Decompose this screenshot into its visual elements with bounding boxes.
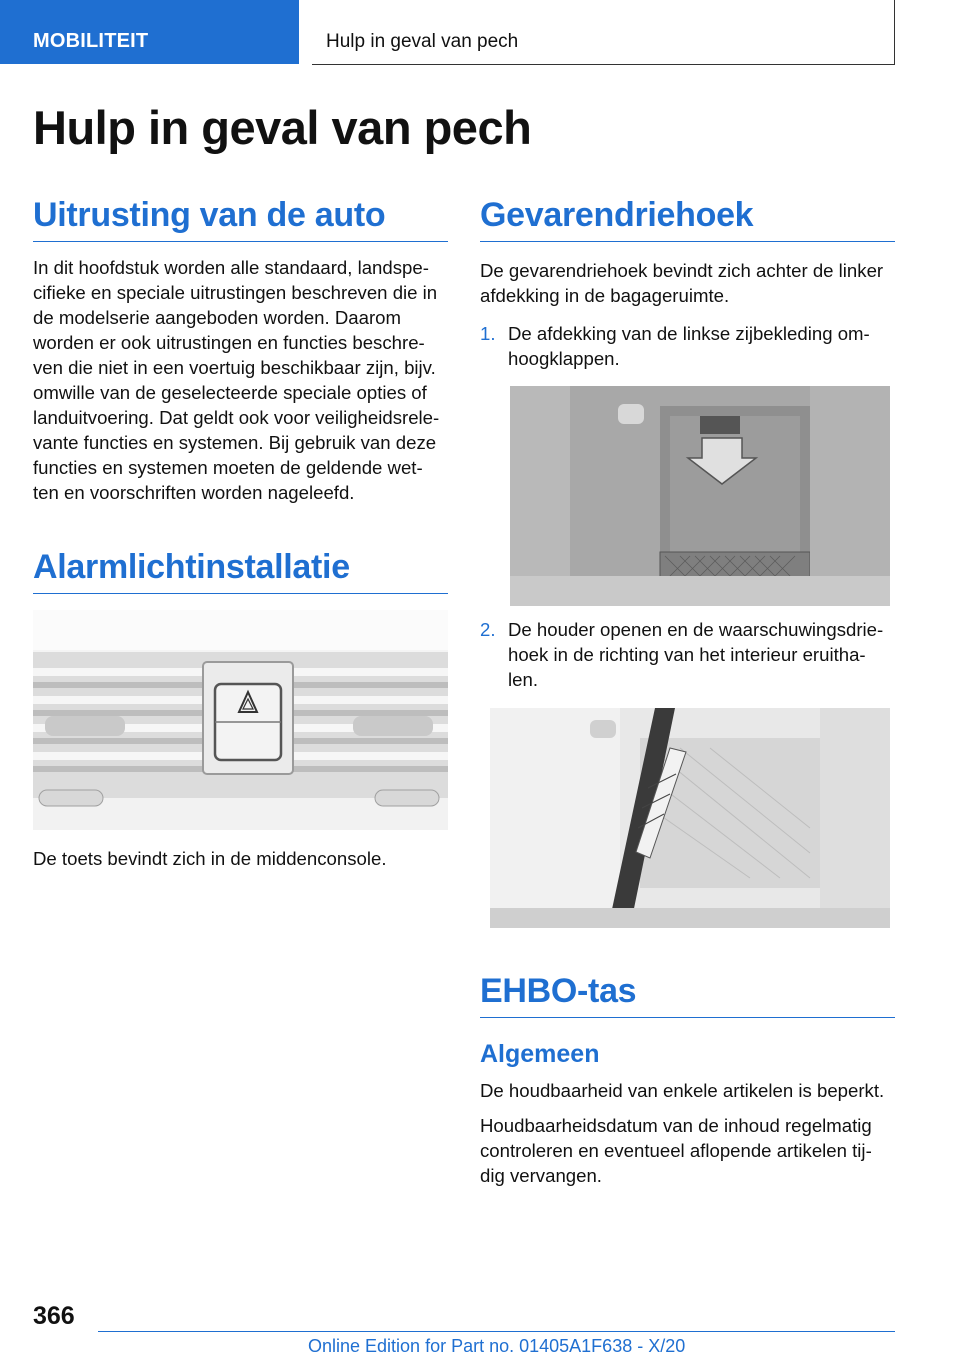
figure-trunk-cover xyxy=(510,386,890,606)
heading-gevarendriehoek: Gevarendriehoek xyxy=(480,196,895,242)
figure-warning-triangle xyxy=(490,708,890,928)
text-line: worden er ook uitrustingen en functies beschre‐ xyxy=(33,332,425,353)
heading-ehbo: EHBO-tas xyxy=(480,972,895,1018)
paragraph-gevarendriehoek xyxy=(480,258,895,308)
text-line: De gevarendriehoek bevindt zich achter de linker xyxy=(480,260,884,281)
subheading-algemeen: Algemeen xyxy=(480,1040,600,1068)
text-line: afdekking in de bagageruimte. xyxy=(480,285,730,306)
text-line: vante functies en systemen. Bij gebruik van deze xyxy=(33,432,437,453)
trunk-cover-illustration xyxy=(510,386,890,606)
header-section-label: MOBILITEIT xyxy=(33,30,149,52)
text-line: In dit hoofdstuk worden alle standaard, landspe‐ xyxy=(33,257,429,278)
text-line: De afdekking van de linkse zijbekleding om‐ xyxy=(508,323,870,344)
hazard-button-illustration xyxy=(33,610,448,830)
header-chapter-box xyxy=(312,0,895,65)
heading-alarmlicht: Alarmlichtinstallatie xyxy=(33,548,448,594)
footer-edition: Online Edition for Part no. 01405A1F638 - X/20 xyxy=(308,1336,686,1356)
page-number: 366 xyxy=(33,1302,75,1330)
warning-triangle-illustration xyxy=(490,708,890,928)
text-line: de modelserie aangeboden worden. Daarom xyxy=(33,307,401,328)
paragraph-ehbo-2 xyxy=(480,1113,895,1188)
text-line: landuitvoering. Dat geldt ook voor veiligheidsrele‐ xyxy=(33,407,440,428)
heading-uitrusting: Uitrusting van de auto xyxy=(33,196,448,242)
step-number: 2. xyxy=(480,619,496,640)
page-title: Hulp in geval van pech xyxy=(33,101,532,154)
text-line: hoogklappen. xyxy=(508,348,620,369)
text-line: functies en systemen moeten de geldende wet‐ xyxy=(33,457,423,478)
step-number: 1. xyxy=(480,323,496,344)
paragraph-ehbo-1: De houdbaarheid van enkele artikelen is beperkt. xyxy=(480,1080,885,1101)
paragraph-uitrusting xyxy=(33,255,448,505)
text-line: ven die niet in een voertuig beschikbaar zijn, bijv. xyxy=(33,357,436,378)
text-line: controleren en eventueel aflopende artikelen tij‐ xyxy=(480,1140,872,1161)
step-2 xyxy=(480,617,895,692)
text-line: Houdbaarheidsdatum van de inhoud regelmatig xyxy=(480,1115,872,1136)
text-line: hoek in de richting van het interieur eruitha‐ xyxy=(508,644,866,665)
text-line: cifieke en speciale uitrustingen beschreven die in xyxy=(33,282,438,303)
header-chapter-label: Hulp in geval van pech xyxy=(326,31,519,52)
header-section-tab xyxy=(0,0,299,64)
text-line: De houder openen en de waarschuwingsdrie‐ xyxy=(508,619,884,640)
text-line: len. xyxy=(508,669,538,690)
step-1 xyxy=(480,321,895,371)
figure-hazard-button xyxy=(33,610,448,830)
footer-divider xyxy=(98,1331,895,1332)
caption-hazard: De toets bevindt zich in de middenconsole. xyxy=(33,848,387,869)
text-line: ten en voorschriften worden nageleefd. xyxy=(33,482,355,503)
text-line: omwille van de geselecteerde speciale opties of xyxy=(33,382,427,403)
text-line: dig vervangen. xyxy=(480,1165,602,1186)
